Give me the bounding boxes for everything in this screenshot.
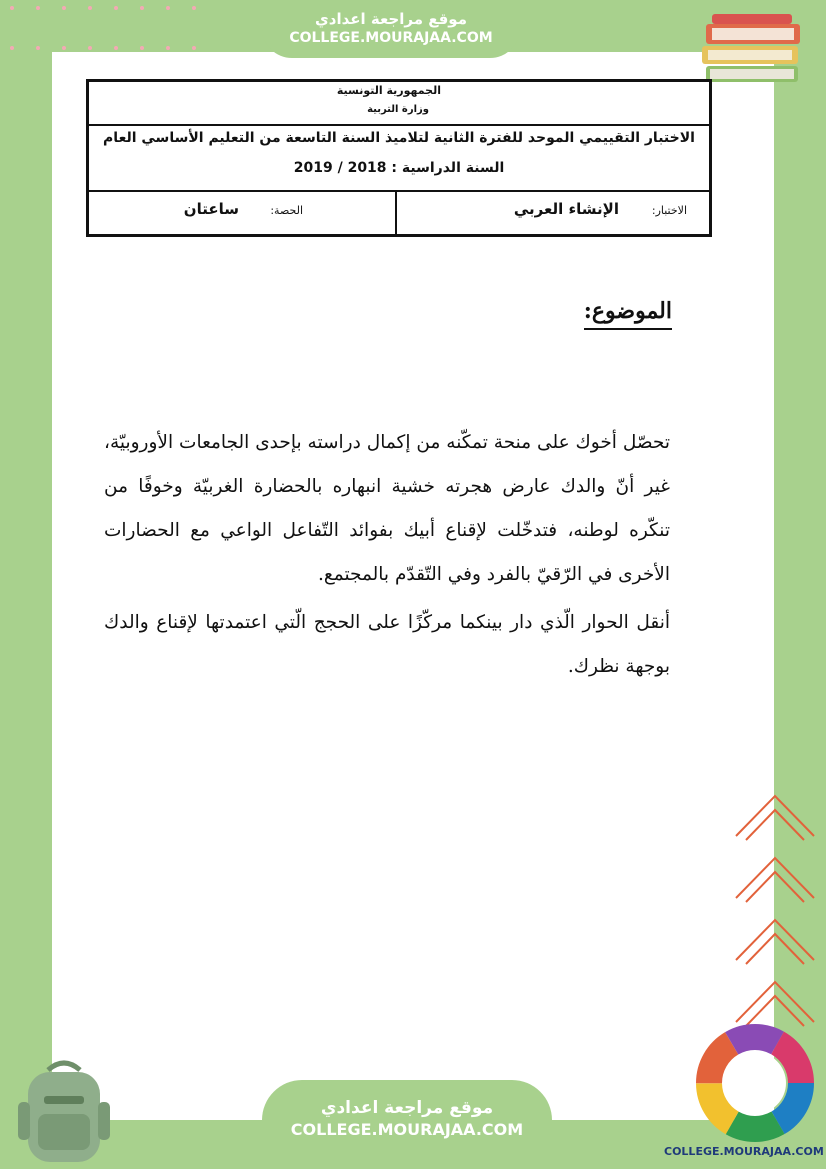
header-row-title (89, 124, 709, 192)
exam-subject-cell (395, 190, 709, 234)
subject-heading: الموضوع: (584, 298, 672, 330)
exam-header-table (86, 79, 712, 237)
site-banner-bottom[interactable] (262, 1080, 552, 1169)
exam-label: الاختبار: (651, 204, 687, 217)
site-banner-arabic-bottom: موقع مراجعة اعدادي (320, 1098, 494, 1118)
exam-title: الاختبار التقييمي الموحد للفترة الثانية لتلاميذ السنة التاسعة من التعليم الأساسي العام (103, 130, 695, 146)
books-icon (700, 10, 806, 92)
ministry-label: وزارة التربية (367, 104, 429, 115)
subject-paragraph-2: أنقل الحوار الّذي دار بينكما مركّزًا على الحجج الّتي اعتمدتها لإقناع والدك بوجهة نظرك. (104, 611, 670, 677)
decorative-dots (0, 0, 210, 60)
chevron-up-icon (732, 790, 818, 1040)
republic-label: الجمهورية التونسية (336, 84, 441, 97)
site-banner-top[interactable] (262, 0, 520, 58)
school-year: السنة الدراسية : 2018 / 2019 (293, 160, 505, 176)
subject-paragraph-1: تحصّل أخوك على منحة تمكّنه من إكمال دراسته بإحدى الجامعات الأوروبيّة، غير أنّ والدك عارض هجرته خشية انبهاره بالحضارة الغربيّة وخوفًا من تنكّره لوطنه، فتدخّلت لإقناع أبيك بفوائد التّفاعل الواعي مع الحضارات الأخرى في الرّقيّ بالفرد وفي التّقدّم بالمجتمع. (104, 431, 670, 585)
exam-duration-cell (89, 190, 397, 234)
header-row-institution (89, 82, 709, 126)
duration-label: الحصة: (270, 204, 303, 217)
logo-caption: COLLEGE.MOURAJAA.COM (664, 1145, 824, 1158)
duration-value: ساعتان (183, 200, 239, 218)
site-banner-domain: COLLEGE.MOURAJAA.COM (289, 30, 493, 46)
site-banner-domain-bottom: COLLEGE.MOURAJAA.COM (290, 1120, 524, 1139)
site-banner-arabic: موقع مراجعة اعدادي (315, 10, 467, 28)
header-row-details (89, 190, 709, 234)
backpack-icon (14, 1056, 114, 1166)
school-supplies-ring-icon (694, 1022, 816, 1144)
exam-value: الإنشاء العربي (513, 200, 619, 218)
